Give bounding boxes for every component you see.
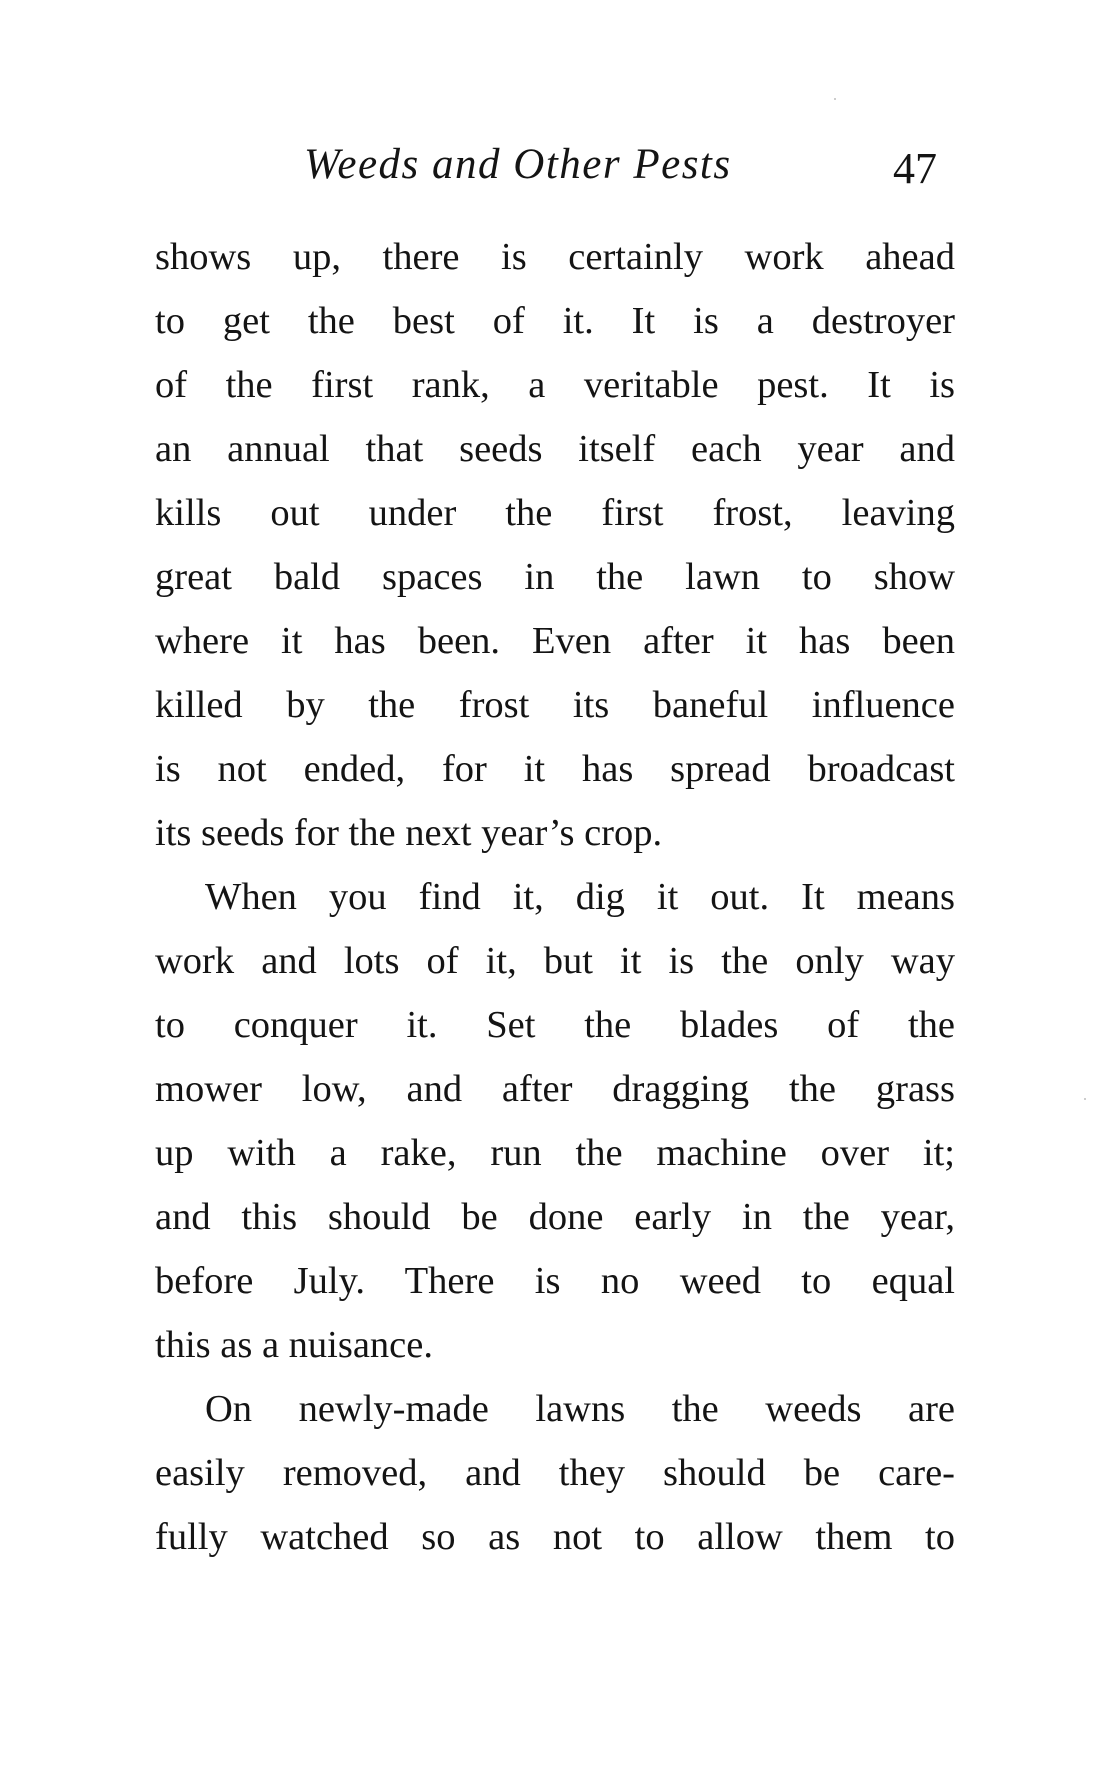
body-text (155, 225, 955, 1569)
text-line: When you find it, dig it out. It means (205, 876, 955, 918)
text-line: fully watched so as not to allow them to (155, 1516, 955, 1558)
text-line: where it has been. Even after it has been (155, 620, 955, 662)
paragraph-1 (155, 225, 955, 865)
text-line: to conquer it. Set the blades of the (155, 1004, 955, 1046)
running-head (0, 135, 1099, 205)
scan-speck (834, 98, 836, 100)
text-line: easily removed, and they should be care- (155, 1452, 955, 1494)
text-line: great bald spaces in the lawn to show (155, 556, 955, 598)
text-line: an annual that seeds itself each year and (155, 428, 955, 470)
text-line: of the first rank, a veritable pest. It is (155, 364, 955, 406)
text-line: work and lots of it, but it is the only way (155, 940, 955, 982)
text-line: mower low, and after dragging the grass (155, 1068, 955, 1110)
text-line: shows up, there is certainly work ahead (155, 236, 955, 278)
paragraph-2 (155, 865, 955, 1377)
page-number: 47 (893, 144, 937, 193)
text-line: and this should be done early in the year, (155, 1196, 955, 1238)
text-line: kills out under the first frost, leaving (155, 492, 955, 534)
scan-speck (1084, 1098, 1086, 1100)
chapter-title: Weeds and Other Pests (304, 141, 732, 188)
text-line: its seeds for the next year’s crop. (155, 812, 663, 854)
text-line: killed by the frost its baneful influence (155, 684, 955, 726)
text-line: On newly-made lawns the weeds are (205, 1388, 955, 1430)
text-line: this as a nuisance. (155, 1324, 433, 1366)
text-line: up with a rake, run the machine over it; (155, 1132, 955, 1174)
text-line: is not ended, for it has spread broadcast (155, 748, 955, 790)
text-line: before July. There is no weed to equal (155, 1260, 955, 1302)
text-line: to get the best of it. It is a destroyer (155, 300, 955, 342)
paragraph-3 (155, 1377, 955, 1569)
